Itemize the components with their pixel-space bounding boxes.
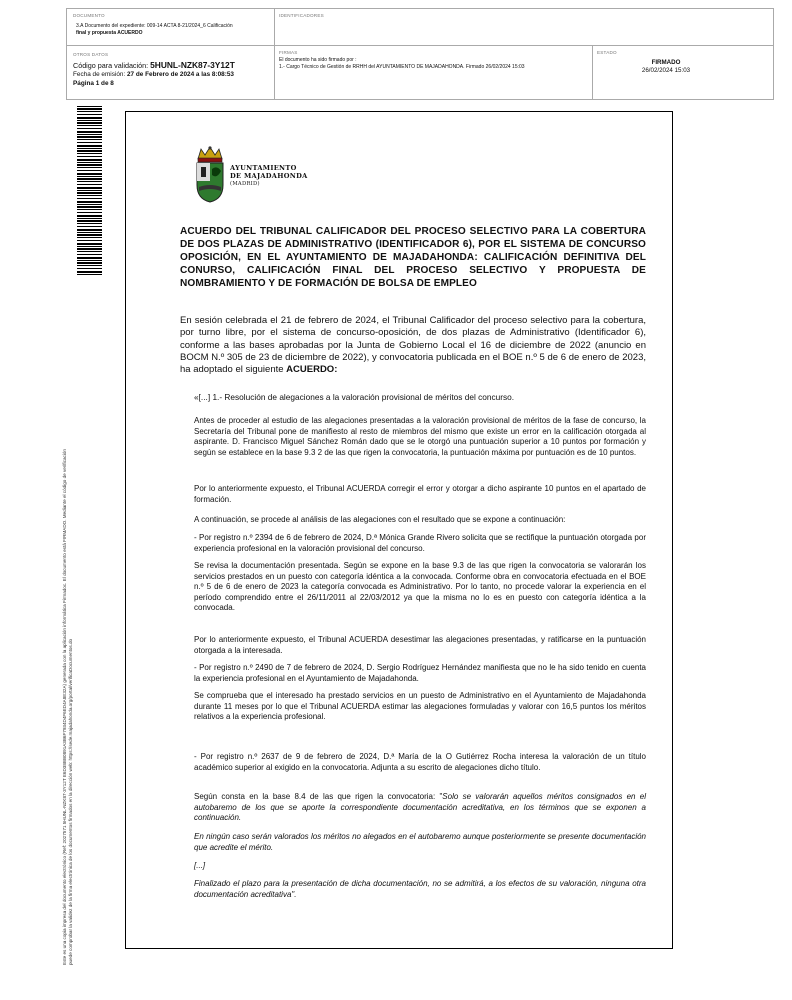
firmas-value xyxy=(279,57,589,70)
otros-datos-cell xyxy=(67,46,275,100)
firmas-cell xyxy=(275,46,593,100)
identificadores-cell xyxy=(275,9,773,46)
fecha-value: 27 de Febrero de 2024 a las 8:08:53 xyxy=(127,71,234,78)
page-number: Página 1 de 8 xyxy=(73,80,114,87)
estado-cell xyxy=(593,46,773,100)
fecha-prefix: Fecha de emisión: xyxy=(73,71,126,78)
validation-info xyxy=(73,61,235,88)
logo-line3: (MADRID) xyxy=(230,181,260,187)
paragraph-11: En ningún caso serán valorados los méritos no alegados en el autobaremo aunque posteriormente se presente documentación que acredite el mérito. xyxy=(194,832,646,852)
intro-text: En sesión celebrada el 21 de febrero de 2024, el Tribunal Calificador del proceso selectivo para la cobertura, por turno libre, por el sistema de concurso-oposición, de dos plazas de Administrativo (Identificador 6), conforme a las bases aprobadas por la Junta de Gobierno Local el 16 de diciembre de 2022 (anuncio en BOCM N.º 305 de 23 de diciembre de 2022), y convocatoria publicada en el BOE n.º 5 de 6 de enero de 2023, ha adoptado el siguiente xyxy=(180,315,646,376)
logo-line1: AYUNTAMIENTO xyxy=(230,164,297,172)
verification-side-text xyxy=(62,275,74,965)
paragraph-6: Por lo anteriormente expuesto, el Tribunal ACUERDA desestimar las alegaciones presentadas, y ratificarse en la puntuación otorgada a la interesada. xyxy=(194,635,646,655)
side-text-line2[interactable]: puede comprobar la validez de la firma electrónica de los documentos firmados en la dirección web: https://sede.majadahonda.org/portal/verificaDocumentos.do xyxy=(68,638,73,965)
barcode xyxy=(77,106,102,276)
documento-label: DOCUMENTO xyxy=(73,13,105,18)
documento-value xyxy=(76,23,266,36)
paragraph-4: - Por registro n.º 2394 de 6 de febrero de 2024, D.ª Mónica Grande Rivero solicita que se rectifique la puntuación otorgada por experiencia profesional en la valoración provisional del concurso. xyxy=(194,533,646,553)
signature-header xyxy=(66,8,774,100)
otros-datos-label: OTROS DATOS xyxy=(73,52,109,57)
paragraph-10 xyxy=(194,792,646,824)
section-heading-1: «[...] 1.- Resolución de alegaciones a la valoración provisional de méritos del concurso. xyxy=(194,392,515,402)
document-title: ACUERDO DEL TRIBUNAL CALIFICADOR DEL PROCESO SELECTIVO PARA LA COBERTURA DE DOS PLAZAS DE ADMINISTRATIVO (IDENTIFICADOR 6), POR EL SISTEMA DE CONCURSO OPOSICIÓN, EN EL AYUNTAMIENTO DE MAJADAHONDA: CALIFICACIÓN DEFINITIVA DEL CONURSO, CALIFICACIÓN FINAL DEL PROCESO SELECTIVO Y PROPUESTA DE NOMBRAMIENTO Y DE FORMACIÓN DE BOLSA DE EMPLEO xyxy=(180,226,646,289)
paragraph-7: - Por registro n.º 2490 de 7 de febrero de 2024, D. Sergio Rodríguez Hernández manifiesta que no le ha sido tenido en cuenta la experiencia profesional en el Ayuntamiento de Majadahonda. xyxy=(194,663,646,683)
paragraph-13: Finalizado el plazo para la presentación de dicha documentación, no se admitirá, a los efectos de su valoración, ninguna otra documentación acreditativa". xyxy=(194,879,646,899)
codigo-value[interactable]: 5HUNL-NZK87-3Y12T xyxy=(150,60,235,70)
documento-line2: final y propuesta ACUERDO xyxy=(76,29,143,36)
firmas-line1: El documento ha sido firmado por : xyxy=(279,57,357,63)
estado-date: 26/02/2024 15:03 xyxy=(641,66,691,74)
firmas-line2: 1.- Cargo Técnico de Gestión de RRHH del AYUNTAMIENTO DE MAJADAHONDA. Firmado 26/02/2024 15:03 xyxy=(279,63,525,70)
quote-intro: Según consta en la base 8.4 de las que rigen la convocatoria: " xyxy=(194,792,443,801)
document-page xyxy=(125,111,673,949)
paragraph-8: Se comprueba que el interesado ha prestado servicios en un puesto de Administrativo en el Ayuntamiento de Majadahonda durante 11 meses por lo que el Tribunal ACUERDA estimar las alegaciones formuladas y valorar con 16,5 puntos los méritos relativos a la experiencia profesional. xyxy=(194,691,646,722)
intro-acuerdo: ACUERDO: xyxy=(286,364,338,376)
estado-value-block xyxy=(593,59,739,74)
paragraph-1: Antes de proceder al estudio de las alegaciones presentadas a la valoración provisional de méritos de la fase de concurso, la Secretaría del Tribunal pone de manifiesto al resto de miembros del mismo que existe un error en la calificación otorgada al aspirante. D. Francisco Miguel Sánchez Román dado que se le otorgó una puntuación superior a 10 puntos por formación y según se establece en la base 9.3 2 de las que rigen la convocatoria, la puntuación máxima por puntuación es de 10 puntos. xyxy=(194,416,646,457)
paragraph-3: A continuación, se procede al análisis de las alegaciones con el resultado que se expone a continuación: xyxy=(194,515,566,524)
identificadores-label: IDENTIFICADORES xyxy=(279,13,324,18)
estado-label: ESTADO xyxy=(597,50,617,55)
logo-text xyxy=(230,164,308,188)
quote-text: Solo se valorarán aquellos méritos consignados en el autobaremo de los que se aporte la correspondiente documentación acreditativa, en los términos que se exponen a continuación. xyxy=(194,792,646,823)
codigo-prefix: Código para validación: xyxy=(73,61,149,70)
estado-value: FIRMADO xyxy=(651,59,681,66)
coat-of-arms-logo xyxy=(193,145,227,203)
paragraph-12: [...] xyxy=(194,861,206,870)
logo-line2: DE MAJADAHONDA xyxy=(230,172,308,180)
intro-paragraph xyxy=(180,315,646,376)
side-text-line1: Este es una copia impresa del documento electrónico (Ref: 2027571 5HUNL-NZK87-3Y12T E6D38BB0891A3B6F7934D4F6ED4A8E32A) generada con la aplicación informática Firmadoc. El documento está FIRMADO. Mediante el código de verificación xyxy=(62,449,67,965)
documento-cell xyxy=(67,9,275,46)
paragraph-5: Se revisa la documentación presentada. Según se expone en la base 9.3 de las que rigen la convocatoria se valorarán los servicios prestados en un puesto con categoría idéntica a la convocada. Conforme obra en convocatoria efectuada en el BOE n.º 5 de 6 de enero de 2023 la categoría convocada es Administrativo. Por lo tanto, no procede valorar la experiencia en el período comprendido entre el 26/11/2011 al 22/03/2012 ya que la misma no lo es en puesto con categoría idéntica a la convocada. xyxy=(194,561,646,613)
firmas-label: FIRMAS xyxy=(279,50,298,55)
paragraph-2: Por lo anteriormente expuesto, el Tribunal ACUERDA corregir el error y otorgar a dicho aspirante 10 puntos en el apartado de formación. xyxy=(194,484,646,504)
paragraph-9: - Por registro n.º 2637 de 9 de febrero de 2024, D.ª María de la O Gutiérrez Rocha interesa la valoración de un título académico superior al exigido en la convocatoria. Adjunta a su escrito de alegaciones dicho título. xyxy=(194,752,646,772)
documento-line1: 3.A Documento del expediente: 009-14 ACTA 8-21/2024_6 Calificación xyxy=(76,23,233,29)
